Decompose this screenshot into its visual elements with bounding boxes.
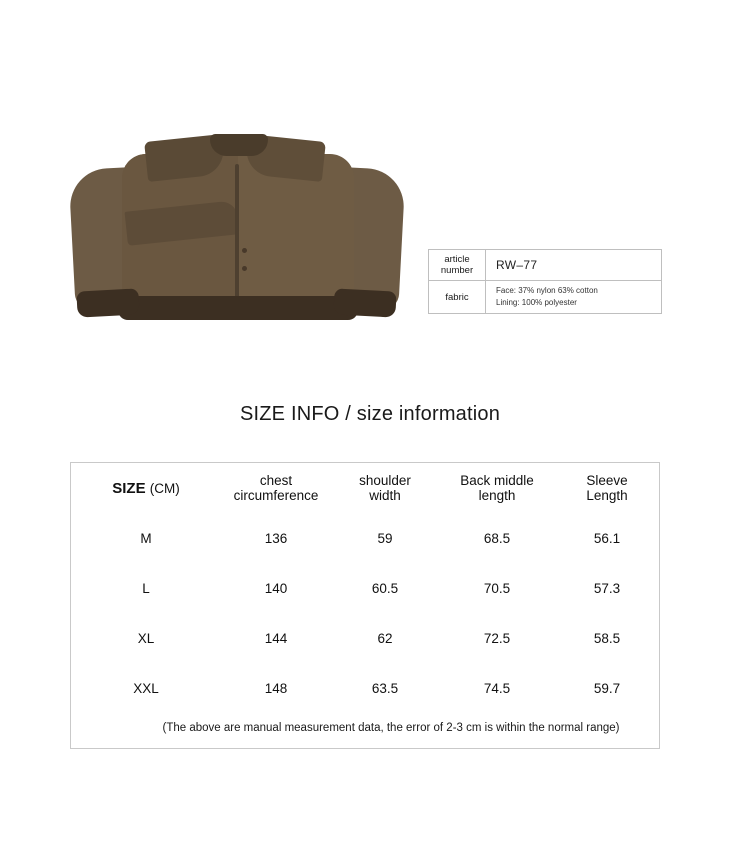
cell-size: M [140, 530, 152, 546]
jacket-left-cuff [76, 288, 139, 317]
cell-back-length: 68.5 [483, 530, 511, 546]
column-header-back-length [439, 463, 555, 513]
size-table-header-row [71, 463, 659, 513]
article-number-value: RW–77 [486, 250, 662, 281]
table-row [71, 613, 659, 663]
column-header-size-unit: (CM) [149, 480, 180, 496]
jacket-illustration [70, 130, 410, 340]
cell-chest: 136 [264, 530, 288, 546]
column-header-sleeve [555, 463, 659, 513]
product-photo [0, 0, 740, 370]
cell-chest: 144 [264, 630, 288, 646]
column-header-back-length-line1: Back middle [460, 473, 534, 488]
column-header-size [71, 463, 221, 513]
cell-size: XXL [133, 680, 159, 696]
cell-shoulder: 62 [377, 630, 393, 646]
cell-shoulder: 59 [377, 530, 393, 546]
column-header-sleeve-line2: Length [586, 488, 628, 503]
cell-sleeve: 56.1 [593, 530, 621, 546]
cell-size: XL [137, 630, 155, 646]
jacket-hem-band [118, 296, 358, 320]
cell-sleeve: 57.3 [593, 580, 621, 596]
cell-chest: 140 [264, 580, 288, 596]
cell-back-length: 70.5 [483, 580, 511, 596]
fabric-lining: Lining: 100% polyester [496, 298, 577, 307]
article-number-label-line1: article [444, 254, 470, 265]
cell-chest: 148 [264, 680, 288, 696]
table-row [71, 563, 659, 613]
table-row [71, 513, 659, 563]
fabric-face: Face: 37% nylon 63% cotton [496, 286, 598, 295]
size-table-note: (The above are manual measurement data, the error of 2-3 cm is within the normal range) [162, 722, 620, 734]
column-header-chest-line2: circumference [233, 488, 319, 503]
jacket-collar-stand [210, 134, 268, 156]
jacket-button-1 [242, 248, 247, 253]
column-header-chest [221, 463, 331, 513]
article-number-row [429, 250, 662, 281]
article-info-table [428, 249, 662, 314]
column-header-back-length-line2: length [478, 488, 516, 503]
article-number-label-line2: number [440, 265, 474, 276]
jacket-button-2 [242, 266, 247, 271]
column-header-shoulder-line2: width [369, 488, 401, 503]
size-table-note-row [71, 713, 659, 748]
article-number-label [429, 250, 486, 281]
jacket-right-cuff [333, 288, 396, 317]
column-header-shoulder [331, 463, 439, 513]
fabric-label: fabric [429, 281, 486, 314]
fabric-value [486, 281, 662, 314]
column-header-chest-line1: chest [259, 473, 293, 488]
jacket-placket [235, 164, 239, 300]
column-header-sleeve-line1: Sleeve [586, 473, 628, 488]
cell-shoulder: 60.5 [371, 580, 399, 596]
fabric-row [429, 281, 662, 314]
table-row [71, 663, 659, 713]
cell-shoulder: 63.5 [371, 680, 399, 696]
cell-back-length: 74.5 [483, 680, 511, 696]
size-info-table [70, 462, 660, 749]
column-header-size-label: SIZE [112, 479, 146, 497]
cell-sleeve: 58.5 [593, 630, 621, 646]
cell-back-length: 72.5 [483, 630, 511, 646]
cell-sleeve: 59.7 [593, 680, 621, 696]
cell-size: L [142, 580, 150, 596]
column-header-shoulder-line1: shoulder [359, 473, 411, 488]
size-info-heading: SIZE INFO / size information [239, 403, 501, 425]
